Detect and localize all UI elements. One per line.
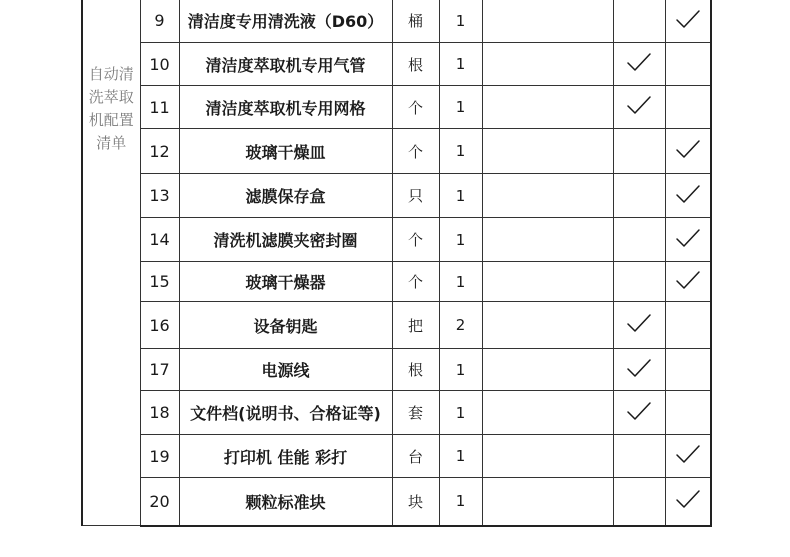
item-number: 11 — [140, 86, 179, 129]
table-row — [82, 0, 711, 43]
item-unit: 个 — [392, 129, 439, 174]
check-cell-b — [665, 478, 711, 526]
check-cell-a — [613, 43, 665, 86]
check-cell-a — [613, 129, 665, 174]
item-number: 15 — [140, 262, 179, 302]
check-cell-b — [665, 435, 711, 478]
table-row — [82, 174, 711, 218]
item-quantity: 1 — [439, 0, 482, 43]
check-cell-b — [665, 43, 711, 86]
table-row — [82, 349, 711, 391]
check-cell-a — [613, 218, 665, 262]
item-number: 14 — [140, 218, 179, 262]
item-unit: 个 — [392, 218, 439, 262]
item-quantity: 1 — [439, 86, 482, 129]
check-cell-b — [665, 218, 711, 262]
item-quantity: 1 — [439, 129, 482, 174]
item-name: 打印机 佳能 彩打 — [179, 435, 392, 478]
check-cell-b — [665, 349, 711, 391]
table-row — [82, 129, 711, 174]
item-name: 清洁度萃取机专用网格 — [179, 86, 392, 129]
item-remark-cell — [482, 86, 613, 129]
item-name: 清洁度萃取机专用气管 — [179, 43, 392, 86]
item-remark-cell — [482, 435, 613, 478]
checkmark-icon — [626, 358, 652, 378]
item-quantity: 1 — [439, 218, 482, 262]
item-remark-cell — [482, 391, 613, 435]
item-number: 10 — [140, 43, 179, 86]
item-name: 滤膜保存盒 — [179, 174, 392, 218]
item-number: 17 — [140, 349, 179, 391]
checkmark-icon — [675, 270, 701, 290]
item-quantity: 1 — [439, 349, 482, 391]
item-quantity: 2 — [439, 302, 482, 349]
item-number: 13 — [140, 174, 179, 218]
checkmark-icon — [675, 9, 701, 29]
item-number: 12 — [140, 129, 179, 174]
item-remark-cell — [482, 0, 613, 43]
item-remark-cell — [482, 218, 613, 262]
item-remark-cell — [482, 349, 613, 391]
check-cell-a — [613, 174, 665, 218]
check-cell-a — [613, 86, 665, 129]
check-cell-a — [613, 0, 665, 43]
item-quantity: 1 — [439, 478, 482, 526]
table-row — [82, 86, 711, 129]
item-number: 16 — [140, 302, 179, 349]
item-remark-cell — [482, 174, 613, 218]
checkmark-icon — [675, 444, 701, 464]
item-unit: 块 — [392, 478, 439, 526]
check-cell-b — [665, 302, 711, 349]
checkmark-icon — [626, 52, 652, 72]
table-row — [82, 391, 711, 435]
check-cell-b — [665, 129, 711, 174]
checkmark-icon — [626, 401, 652, 421]
item-unit: 台 — [392, 435, 439, 478]
item-quantity: 1 — [439, 262, 482, 302]
check-cell-a — [613, 435, 665, 478]
item-unit: 只 — [392, 174, 439, 218]
check-cell-b — [665, 86, 711, 129]
config-table — [81, 0, 712, 527]
checkmark-icon — [675, 139, 701, 159]
item-name: 文件档(说明书、合格证等) — [179, 391, 392, 435]
item-name: 电源线 — [179, 349, 392, 391]
category-line: 洗萃取 — [88, 88, 134, 106]
item-unit: 根 — [392, 349, 439, 391]
check-cell-a — [613, 302, 665, 349]
check-cell-b — [665, 174, 711, 218]
item-number: 20 — [140, 478, 179, 526]
item-name: 玻璃干燥器 — [179, 262, 392, 302]
item-quantity: 1 — [439, 391, 482, 435]
item-name: 玻璃干燥皿 — [179, 129, 392, 174]
table-row — [82, 435, 711, 478]
table-row — [82, 478, 711, 526]
item-remark-cell — [482, 302, 613, 349]
item-number: 9 — [140, 0, 179, 43]
table-row — [82, 262, 711, 302]
category-line: 清单 — [96, 134, 127, 152]
checkmark-icon — [626, 313, 652, 333]
check-cell-a — [613, 349, 665, 391]
item-name: 设备钥匙 — [179, 302, 392, 349]
item-quantity: 1 — [439, 43, 482, 86]
item-remark-cell — [482, 262, 613, 302]
check-cell-a — [613, 478, 665, 526]
table-row — [82, 218, 711, 262]
item-unit: 把 — [392, 302, 439, 349]
item-unit: 套 — [392, 391, 439, 435]
checkmark-icon — [675, 184, 701, 204]
check-cell-b — [665, 391, 711, 435]
check-cell-a — [613, 262, 665, 302]
item-number: 19 — [140, 435, 179, 478]
check-cell-b — [665, 262, 711, 302]
item-quantity: 1 — [439, 435, 482, 478]
category-line: 机配置 — [88, 111, 134, 129]
check-cell-b — [665, 0, 711, 43]
item-remark-cell — [482, 129, 613, 174]
item-remark-cell — [482, 43, 613, 86]
table-row — [82, 302, 711, 349]
item-unit: 桶 — [392, 0, 439, 43]
category-cell — [82, 0, 140, 526]
item-quantity: 1 — [439, 174, 482, 218]
item-remark-cell — [482, 478, 613, 526]
item-unit: 个 — [392, 86, 439, 129]
item-number: 18 — [140, 391, 179, 435]
item-name: 清洁度专用清洗液（D60） — [179, 0, 392, 43]
item-unit: 根 — [392, 43, 439, 86]
category-line: 自动清 — [88, 65, 134, 83]
item-name: 清洗机滤膜夹密封圈 — [179, 218, 392, 262]
item-unit: 个 — [392, 262, 439, 302]
checkmark-icon — [675, 489, 701, 509]
table-row — [82, 43, 711, 86]
item-name: 颗粒标准块 — [179, 478, 392, 526]
check-cell-a — [613, 391, 665, 435]
checkmark-icon — [675, 228, 701, 248]
checkmark-icon — [626, 95, 652, 115]
